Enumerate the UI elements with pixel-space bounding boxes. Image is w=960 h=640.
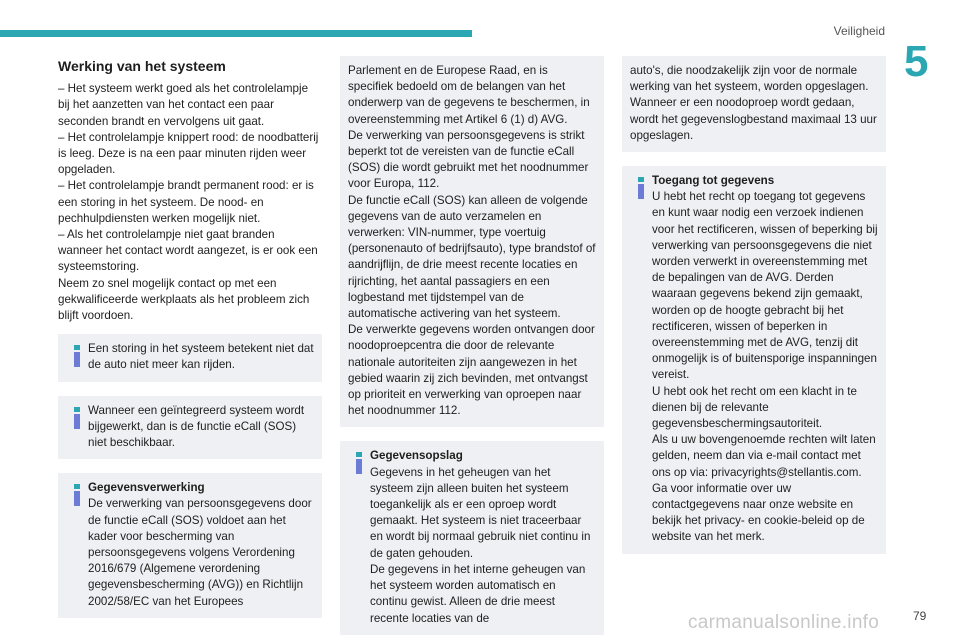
paragraph: – Het controlelampje knippert rood: de noodbatterij is leeg. Deze is na een paar minuten rijden weer opgeladen. [58,130,319,177]
info-i-icon [66,407,88,429]
info-box [340,441,604,634]
info-text: Wanneer een geïntegreerd systeem wordt bijgewerkt, dan is de functie eCall (SOS) niet beschikbaar. [88,403,305,450]
column-1 [58,56,322,632]
section-heading: Werking van het systeem [58,58,226,74]
info-text: Een storing in het systeem betekent niet dat de auto niet meer kan rijden. [88,342,314,372]
paragraph: Neem zo snel mogelijk contact op met een gekwalificeerde werkplaats als het probleem zich blijft voordoen. [58,276,310,323]
box-title: Gegevensopslag [370,449,463,463]
column-2 [340,56,604,640]
box-text: De verwerking van persoonsgegevens is strikt beperkt tot de vereisten van de functie eCall (SOS) die wordt gebruikt met het noodnummer voor Europa, 112. [348,128,589,191]
info-box [58,334,322,381]
chapter-number: 5 [904,37,929,86]
box-title: Toegang tot gegevens [652,174,775,188]
box-text: Als u uw bovengenoemde rechten wilt laten gelden, neem dan via e-mail contact met ons op via: privacyrights@stellantis.com. [652,433,876,479]
box-title: Gegevensverwerking [88,481,205,495]
box-text: Ga voor informatie over uw contactgegevens naar onze website en bekijk het privacy- en cookie-beleid op de website van het merk. [652,481,865,544]
column-3 [622,56,886,568]
box-text: De gegevens in het interne geheugen van het systeem worden automatisch en continu gewist. Alleen de drie meest recente locaties van de [370,562,586,625]
page-number: 79 [913,609,927,623]
info-box [340,56,604,427]
box-text: De verwerking van persoonsgegevens door de functie eCall (SOS) voldoet aan het kader voor bescherming van persoonsgegevens volgens Verordening 2016/679 (Algemene verordening gegevensbescherming (AVG)) en Richtlijn 2002/58/EC van het Europees [88,497,312,608]
box-text: De verwerkte gegevens worden ontvangen door noodoproepcentra die door de relevante nationale autoriteiten zijn aangewezen in het gebied waarin zij zich bevinden, met ontvangst op prioriteit en verwerking van oproepen naar het noodnummer 112. [348,323,595,418]
watermark: carmanualsonline.info [688,612,880,633]
box-text: De functie eCall (SOS) kan alleen de volgende gegevens van de auto verzamelen en verwerken: VIN-nummer, type voertuig (personenauto of bedrijfsauto), type brandstof of aandrijflijn, de drie meest recente locaties en rijrichting, het aantal passagiers en een logbestand met tijdstempel van de automatische activering van het systeem. [348,193,596,321]
box-text: U hebt ook het recht om een klacht in te dienen bij de relevante gegevensbeschermingsautoriteit. [652,384,857,431]
paragraph: – Als het controlelampje niet gaat branden wanneer het contact wordt aangezet, is er ook een systeemstoring. [58,228,318,274]
info-i-icon [66,484,88,506]
box-text: Gegevens in het geheugen van het systeem zijn alleen buiten het systeem toegankelijk als er een oproep wordt gemaakt. Het systeem is niet traceerbaar en wordt bij normaal gebruik niet continu in de gaten gehouden. [370,465,591,560]
header-accent-bar [0,30,472,37]
box-text: U hebt het recht op toegang tot gegevens en kunt waar nodig een verzoek indienen voor het rectificeren, wissen of beperking bij verwerking van persoonsgegevens die niet worden verwerkt in overeenstemming met de bepalingen van de AVG. Derden waaraan gegevens bekend zijn gemaakt, worden op de hoogte gebracht bij het rectificeren, wissen of beperken in overeenstemming met de AVG, tenzij dit onmogelijk is of buitensporige inspanningen vereist. [652,190,878,382]
info-box [58,396,322,460]
info-i-icon [630,177,652,199]
section-label: Veiligheid [833,24,885,38]
box-text: Parlement en de Europese Raad, en is specifiek bedoeld om de belangen van het onderwerp van de gegevens te beschermen, in overeenstemming met Artikel 6 (1) d) AVG. [348,64,590,126]
paragraph: – Het systeem werkt goed als het controlelampje bij het aanzetten van het contact een paar seconden brandt en vervolgens uit gaat. [58,82,309,128]
paragraph: – Het controlelampje brandt permanent rood: er is een storing in het systeem. De nood- en pechhulpdiensten werken mogelijk niet. [58,179,314,225]
info-box [58,473,322,618]
box-text: auto's, die noodzakelijk zijn voor de normale werking van het systeem, worden opgeslagen. Wanneer er een noodoproep wordt gedaan, wordt het gegevenslogbestand maximaal 13 uur opgeslagen. [630,64,877,142]
info-box [622,166,886,554]
info-i-icon [348,452,370,474]
info-i-icon [66,345,88,367]
info-box [622,56,886,152]
